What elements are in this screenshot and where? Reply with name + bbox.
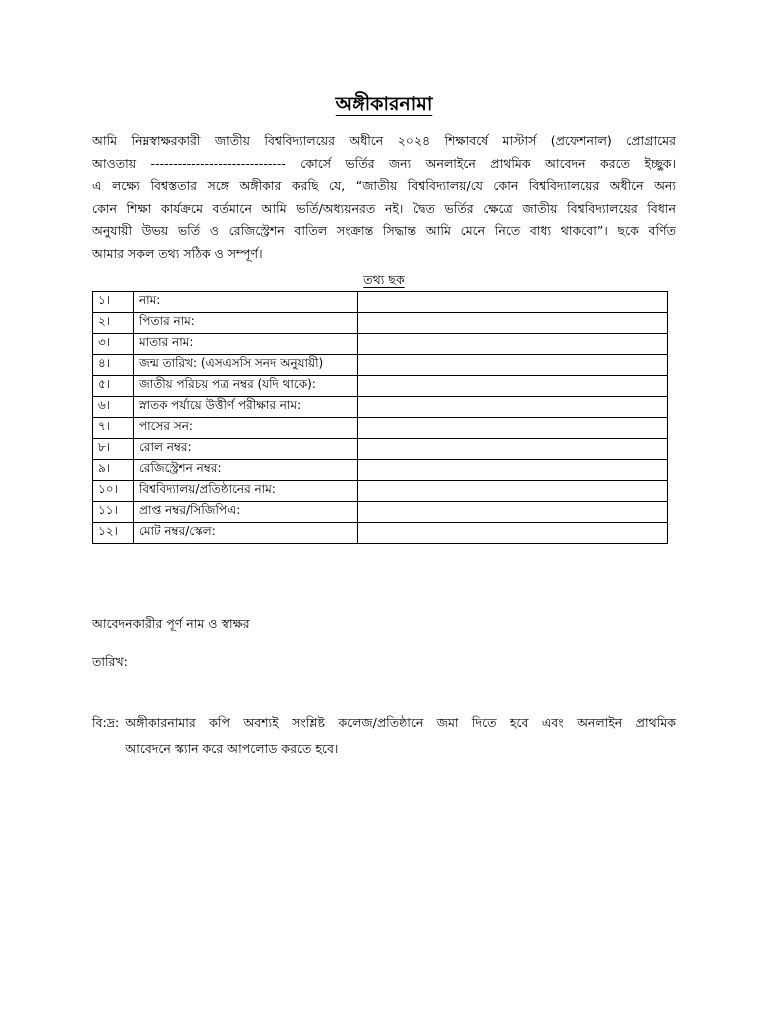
row-value-field[interactable]: [358, 460, 668, 481]
row-label: পিতার নাম:: [134, 313, 358, 334]
table-row: [93, 418, 668, 439]
row-label: জাতীয় পরিচয় পত্র নম্বর (যদি থাকে):: [134, 376, 358, 397]
row-value-field[interactable]: [358, 397, 668, 418]
row-label: রেজিস্ট্রেশন নম্বর:: [134, 460, 358, 481]
table-row: [93, 334, 668, 355]
pledge-line: আওতায় ------------------------------ কোর্সে ভর্তির জন্য অনলাইনে প্রাথমিক আবেদন করতে ইচ্ছুক।: [92, 155, 676, 171]
row-number: ১০।: [93, 481, 134, 502]
pledge-line: কোন শিক্ষা কার্যক্রমে বর্তমানে আমি ভর্তি/অধ্যয়নরত নই। দ্বৈত ভর্তির ক্ষেত্রে জাতীয় বিশ্ববিদ্যালয়ের বিধান: [92, 200, 676, 216]
row-value-field[interactable]: [358, 523, 668, 544]
note-prefix: বি:দ্র:: [92, 715, 120, 730]
row-number: ৩।: [93, 334, 134, 355]
row-number: ৮।: [93, 439, 134, 460]
table-row: [93, 397, 668, 418]
table-row: [93, 481, 668, 502]
row-number: ৪।: [93, 355, 134, 376]
row-number: ৯।: [93, 460, 134, 481]
row-value-field[interactable]: [358, 439, 668, 460]
row-number: ২।: [93, 313, 134, 334]
note-line: অঙ্গীকারনামার কপি অবশ্যই সংশ্লিষ্ট কলেজ/প্রতিষ্ঠানে জমা দিতে হবে এবং অনলাইন প্রাথমিক: [125, 715, 676, 730]
row-number: ৫।: [93, 376, 134, 397]
table-row: [93, 313, 668, 334]
row-value-field[interactable]: [358, 313, 668, 334]
table-row: [93, 292, 668, 313]
pledge-line: অনুযায়ী উভয় ভর্তি ও রেজিস্ট্রেশন বাতিল সংক্রান্ত সিদ্ধান্ত আমি মেনে নিতে বাধ্য থাকবো”। ছকে বর্ণিত: [92, 223, 676, 238]
row-number: ৭।: [93, 418, 134, 439]
row-label: নাম:: [134, 292, 358, 313]
row-label: রোল নম্বর:: [134, 439, 358, 460]
note-row: [92, 710, 676, 762]
row-number: ৬।: [93, 397, 134, 418]
note-line: আবেদনে স্ক্যান করে আপলোড করতে হবে।: [125, 741, 339, 756]
row-label: প্রাপ্ত নম্বর/সিজিপিএ:: [134, 502, 358, 523]
row-value-field[interactable]: [358, 292, 668, 313]
row-number: ১১।: [93, 502, 134, 523]
table-row: [93, 439, 668, 460]
pledge-line: এ লক্ষ্যে বিশ্বস্ততার সঙ্গে অঙ্গীকার করছি যে, “জাতীয় বিশ্ববিদ্যালয়/যে কোন বিশ্ববিদ্যালয়ের অধীনে অন্য: [92, 178, 676, 193]
row-value-field[interactable]: [358, 418, 668, 439]
table-caption: [0, 272, 768, 292]
row-label: মাতার নাম:: [134, 334, 358, 355]
table-row: [93, 355, 668, 376]
note-block: [92, 710, 676, 762]
row-label: জন্ম তারিখ: (এসএসসি সনদ অনুযায়ী): [134, 355, 358, 376]
note-text: [125, 710, 676, 762]
pledge-line: আমার সকল তথ্য সঠিক ও সম্পূর্ণ।: [92, 245, 263, 261]
row-label: স্নাতক পর্যায়ে উত্তীর্ণ পরীক্ষার নাম:: [134, 397, 358, 418]
row-number: ১২।: [93, 523, 134, 544]
table-row: [93, 502, 668, 523]
row-value-field[interactable]: [358, 376, 668, 397]
row-label: পাসের সন:: [134, 418, 358, 439]
table-row: [93, 460, 668, 481]
signature-label: আবেদনকারীর পূর্ণ নাম ও স্বাক্ষর: [92, 616, 250, 631]
pledge-line: আমি নিম্নস্বাক্ষরকারী জাতীয় বিশ্ববিদ্যালয়ের অধীনে ২০২৪ শিক্ষাবর্ষে মাস্টার্স (প্রফেশনাল) প্রোগ্রামের: [92, 133, 676, 148]
row-label: বিশ্ববিদ্যালয়/প্রতিষ্ঠানের নাম:: [134, 481, 358, 502]
table-caption-text: তথ্য ছক: [363, 272, 405, 287]
row-value-field[interactable]: [358, 334, 668, 355]
document-title-text: অঙ্গীকারনামা: [335, 93, 433, 115]
document-title: [0, 90, 768, 122]
pledge-paragraph: [92, 130, 676, 265]
row-label: মোট নম্বর/স্কেল:: [134, 523, 358, 544]
row-number: ১।: [93, 292, 134, 313]
table-row: [93, 523, 668, 544]
info-table: [92, 291, 668, 544]
row-value-field[interactable]: [358, 502, 668, 523]
row-value-field[interactable]: [358, 481, 668, 502]
table-row: [93, 376, 668, 397]
date-label: তারিখ:: [92, 654, 128, 669]
row-value-field[interactable]: [358, 355, 668, 376]
